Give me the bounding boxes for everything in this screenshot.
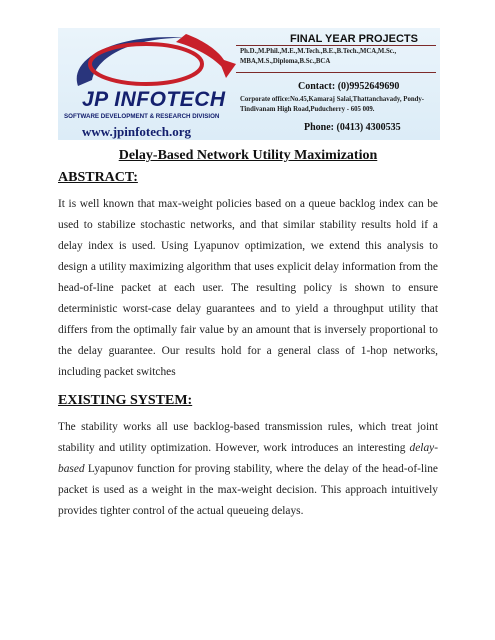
existing-text-part: The stability works all use backlog-based transmission rules, which treat joint stability and utility optimization. However, work introduces an interesting [58,421,438,454]
banner-title: FINAL YEAR PROJECTS [290,33,418,45]
contact-number: Contact: (0)9952649690 [298,81,400,92]
abstract-text: It is well known that max-weight policies based on a queue backlog index can be used to stabilize stochastic networks, and that similar stability results hold if a delay index is used. Using Lyapunov optimization, we extend this analysis to design a utility maximizing algorithm that uses explicit delay information from the head-of-line packet at each user. The resulting policy is shown to ensure deterministic worst-case delay guarantees and to yield a throughput utility that differs from the optimally fair value by an amount that is inversely proportional to the delay guarantee. Our results hold for a general class of 1-hop networks, including packet switches [58,198,438,378]
corporate-address: Corporate office:No.45,Kamaraj Salai,Thattanchavady, Pondy-Tindivanam High Road,Puducherry - 605 009. [240,96,425,113]
logo-name: JP INFOTECH [82,88,226,111]
degrees-list: Ph.D.,M.Phil.,M.E.,M.Tech.,B.E.,B.Tech.,MCA,M.Sc., MBA,M.S.,Diploma,B.Sc.,BCA [240,48,397,65]
divider [236,45,436,46]
phone-number: Phone: (0413) 4300535 [304,122,401,133]
logo-tagline: SOFTWARE DEVELOPMENT & RESEARCH DIVISION [64,113,220,120]
existing-text-emphasis: delay-based [58,442,438,475]
existing-system-text [58,417,438,522]
website-link[interactable]: www.jpinfotech.org [82,124,192,139]
document-body [58,148,438,522]
existing-system-heading: EXISTING SYSTEM: [58,393,193,408]
divider [236,72,436,73]
abstract-heading: ABSTRACT: [58,170,138,185]
existing-text-part: Lyapunov function for proving stability, where the delay of the head-of-line packet is used as a weight in the max-weight decision. This approach intuitively provides tighter control of the actual queueing delays. [58,463,438,517]
header-banner [58,28,440,140]
document-title: Delay-Based Network Utility Maximization [118,148,378,163]
